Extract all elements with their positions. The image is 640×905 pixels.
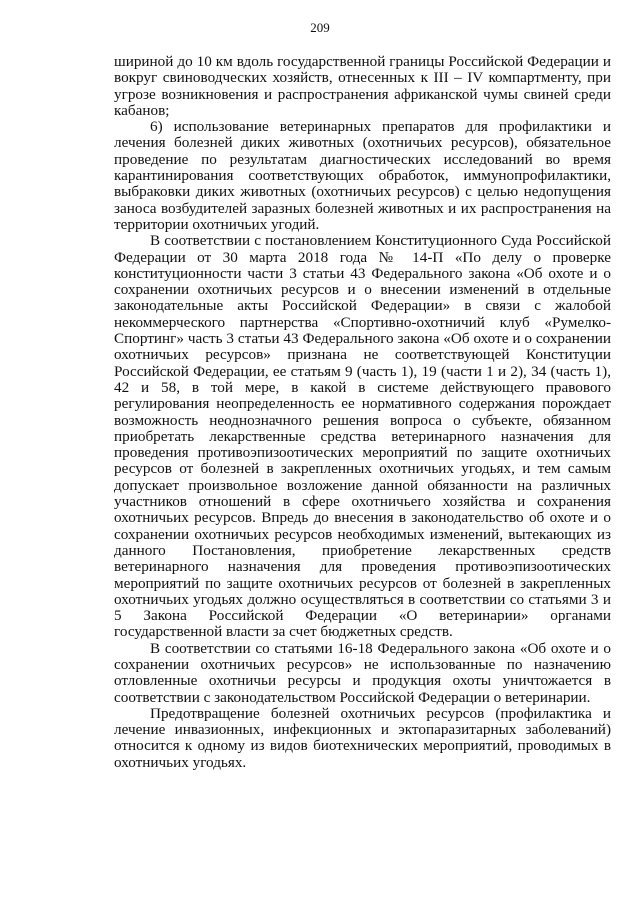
- paragraph-articles-16-18: В соответствии со статьями 16-18 Федерального закона «Об охоте и о сохранении охотничьих ресурсов» не использованные по назначению отловленные охотничьи ресурсы и продукция охоты уничтожается в соответствии с законодательством Российской Федерации о ветеринарии.: [114, 639, 611, 706]
- document-body: [114, 54, 611, 771]
- paragraph-item-6: 6) использование ветеринарных препаратов для профилактики и лечения болезней диких животных (охотничьих ресурсов), обязательное проведение по результатам диагностических исследований во время карантинирования соответствующих обработок, иммунопрофилактики, выбраковки диких животных (охотничьих ресурсов) с целью недопущения заноса возбудителей заразных болезней животных и их распространения на территории охотничьих угодий.: [114, 118, 611, 233]
- paragraph-disease-prevention: Предотвращение болезней охотничьих ресурсов (профилактика и лечение инвазионных, инфекционных и эктопаразитарных заболеваний) относится к одному из видов биотехнических мероприятий, проводимых в охотничьих угодьях.: [114, 704, 611, 771]
- paragraph-constitutional-court: В соответствии с постановлением Конституционного Суда Российской Федерации от 30 марта 2018 года № 14-П «По делу о проверке конституционности части 3 статьи 43 Федерального закона «Об охоте и о сохранении охотничьих ресурсов и о внесении изменений в отдельные законодательные акты Российской Федерации» в связи с жалобой некоммерческого партнерства «Спортивно-охотничий клуб «Румелко-Спортинг» часть 3 статьи 43 Федерального закона «Об охоте и о сохранении охотничьих ресурсов» признана не соответствующей Конституции Российской Федерации, ее статьям 9 (часть 1), 19 (части 1 и 2), 34 (часть 1), 42 и 58, в той мере, в какой в системе действующего правового регулирования неопределенность ее нормативного содержания порождает возможность неоднозначного решения вопроса о субъекте, обязанном приобретать лекарственные средства ветеринарного назначения для проведения противоэпизоотических мероприятий по защите охотничьих ресурсов от болезней в закрепленных охотничьих угодьях, и тем самым допускает произвольное возложение данной обязанности на различных участников отношений в сфере охотничьего хозяйства и сохранения охотничьих ресурсов. Впредь до внесения в законодательство об охоте и о сохранении охотничьих ресурсов необходимых изменений, вытекающих из данного Постановления, приобретение лекарственных средств ветеринарного назначения для проведения противоэпизоотических мероприятий по защите охотничьих ресурсов от болезней в закрепленных охотничьих угодьях должно осуществляться в соответствии со статьями 3 и 5 Закона Российской Федерации «О ветеринарии» органами государственной власти за счет бюджетных средств.: [114, 232, 611, 641]
- paragraph-continuation: шириной до 10 км вдоль государственной границы Российской Федерации и вокруг свиноводческих хозяйств, отнесенных к III – IV компартменту, при угрозе возникновения и распространения африканской чумы свиней среди кабанов;: [114, 53, 611, 119]
- page-number: 209: [310, 20, 330, 35]
